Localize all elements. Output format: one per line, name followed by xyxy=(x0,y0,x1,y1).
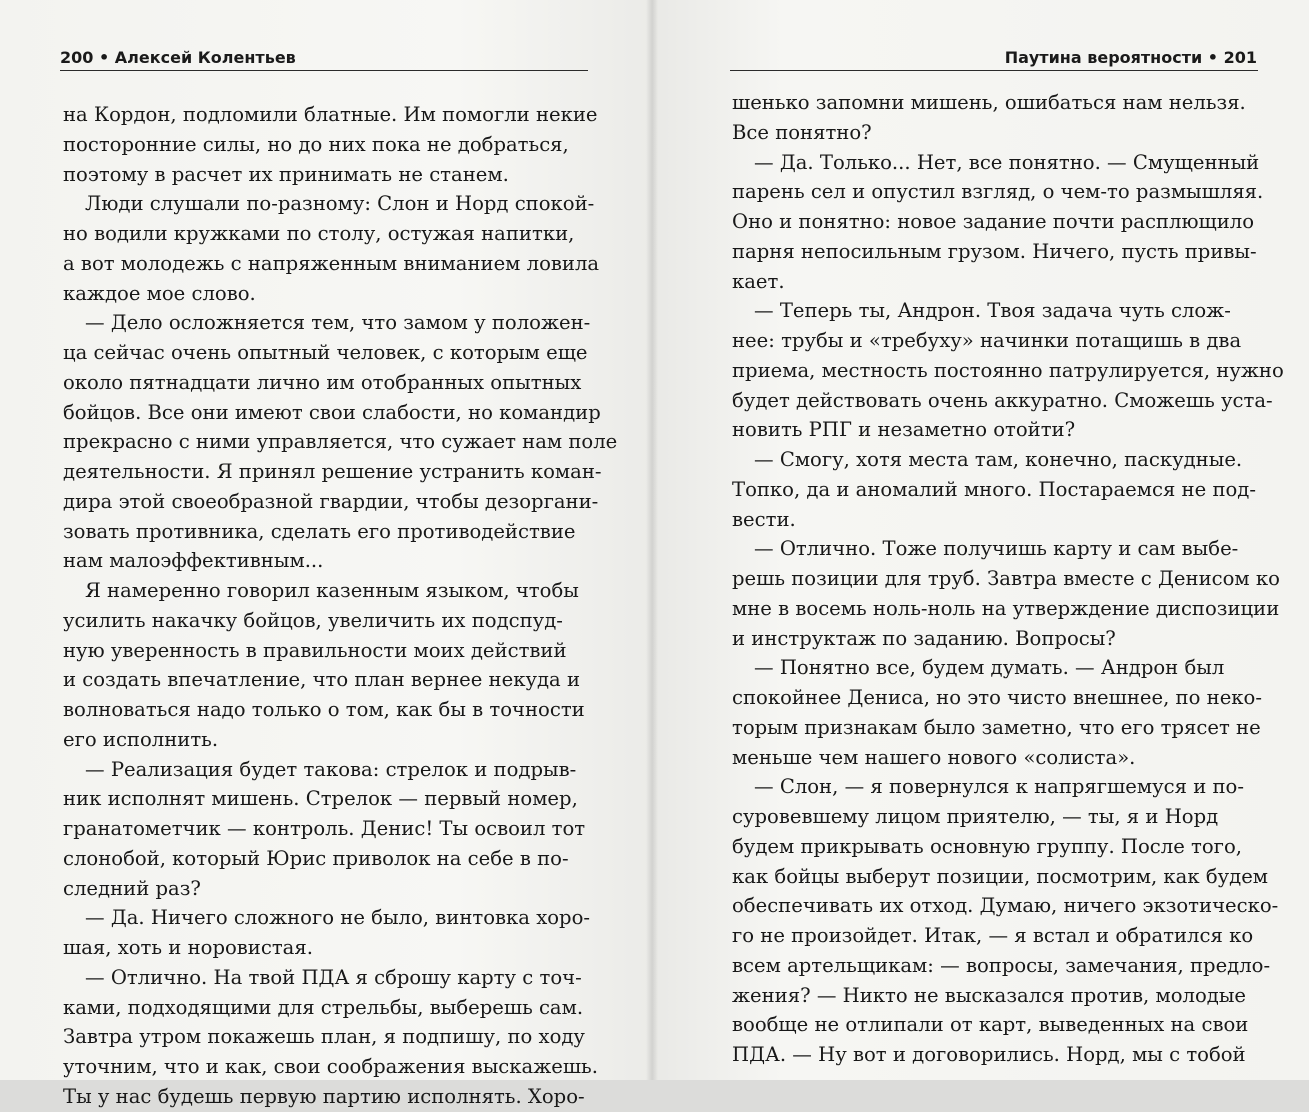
text-line: его исполнить. xyxy=(63,727,219,751)
text-line: посторонние силы, но до них пока не добраться, xyxy=(63,132,569,156)
text-line: уточним, что и как, свои соображения выскажешь. xyxy=(63,1055,598,1078)
text-line: Топко, да и аномалий много. Постараемся не под- xyxy=(732,477,1256,501)
text-line: мне в восемь ноль-ноль на утверждение диспозиции xyxy=(732,596,1280,620)
text-line: — Дело осложняется тем, что замом у положен- xyxy=(85,311,591,335)
right-running-head xyxy=(1005,48,1257,67)
text-line: ца сейчас очень опытный человек, с которым еще xyxy=(63,341,588,364)
text-line: но водили кружками по столу, остужая напитки, xyxy=(63,222,575,245)
text-line: — Да. Ничего сложного не было, винтовка хоро- xyxy=(85,906,591,930)
text-line: Люди слушали по-разному: Слон и Норд спокой- xyxy=(85,192,595,216)
text-line: вести. xyxy=(732,507,796,531)
left-page xyxy=(0,0,652,1108)
text-line: — Смогу, хотя места там, конечно, паскудные. xyxy=(754,448,1243,471)
text-line: каждое мое слово. xyxy=(63,281,256,305)
text-line: Ты у нас будешь первую партию исполнять. Хоро- xyxy=(63,1084,585,1108)
text-line: кает. xyxy=(732,269,785,293)
text-line: а вот молодежь с напряженным вниманием ловила xyxy=(63,251,600,275)
text-line: вообще не отлипали от карт, выведенных на свои xyxy=(732,1013,1249,1037)
text-line: и инструктаж по заданию. Вопросы? xyxy=(732,626,1116,650)
text-line: усилить накачку бойцов, увеличить их подспуд- xyxy=(63,608,563,632)
left-author-name: Алексей Колентьев xyxy=(114,48,296,67)
text-line: ную уверенность в правильности моих действий xyxy=(63,638,567,662)
text-line: нам малоэффективным... xyxy=(63,549,324,573)
text-line: ПДА. — Ну вот и договорились. Норд, мы с тобой xyxy=(732,1043,1246,1066)
text-line: слонобой, который Юрис приволок на себе в по- xyxy=(63,846,569,870)
text-line: — Отлично. На твой ПДА я сброшу карту с точ- xyxy=(85,965,582,989)
right-book-title: Паутина вероятности xyxy=(1004,48,1203,67)
text-line: парня непосильным грузом. Ничего, пусть привы- xyxy=(732,239,1257,263)
text-line: будем прикрывать основную группу. После того, xyxy=(732,834,1242,858)
left-header-rule xyxy=(60,70,588,71)
text-line: — Отлично. Тоже получишь карту и сам выбе- xyxy=(754,537,1239,561)
left-body-text xyxy=(63,100,618,1112)
text-line: ками, подходящими для стрельбы, выберешь сам. xyxy=(63,995,584,1019)
right-header-rule xyxy=(730,70,1258,71)
left-running-head xyxy=(60,48,296,67)
book-gutter-shadow xyxy=(646,0,658,1080)
text-line: бойцов. Все они имеют свои слабости, но командир xyxy=(63,400,601,424)
text-line: дира этой своеобразной гвардии, чтобы дезоргани- xyxy=(63,489,599,513)
text-line: го не произойдет. Итак, — я встал и обратился ко xyxy=(732,924,1254,947)
text-line: меньше чем нашего нового «солиста». xyxy=(732,745,1136,769)
text-line: деятельности. Я принял решение устранить коман- xyxy=(63,460,602,483)
text-line: — Слон, — я повернулся к напрягшемуся и по- xyxy=(754,775,1244,799)
text-line: приема, местность постоянно патрулируется, нужно xyxy=(732,358,1284,382)
text-line: поэтому в расчет их принимать не станем. xyxy=(63,162,509,186)
text-line: Все понятно? xyxy=(732,120,872,144)
left-page-number: 200 xyxy=(60,48,94,67)
text-line: шая, хоть и норовистая. xyxy=(63,936,313,959)
text-line: суровевшему лицом приятелю, — ты, я и Норд xyxy=(732,805,1219,828)
text-line: торым признакам было заметно, что его трясет не xyxy=(732,715,1261,739)
text-line: на Кордон, подломили блатные. Им помогли некие xyxy=(63,103,598,126)
text-line: шенько запомни мишень, ошибаться нам нельзя. xyxy=(732,91,1246,114)
right-body-text xyxy=(732,88,1284,1070)
text-line: следний раз? xyxy=(63,876,201,900)
text-line: гранатометчик — контроль. Денис! Ты освоил тот xyxy=(63,817,586,840)
text-line: решь позиции для труб. Завтра вместе с Денисом ко xyxy=(732,567,1280,590)
text-line: ник исполнят мишень. Стрелок — первый номер, xyxy=(63,787,578,811)
text-line: — Понятно все, будем думать. — Андрон был xyxy=(754,656,1225,680)
text-line: — Реализация будет такова: стрелок и подрыв- xyxy=(85,757,577,781)
right-head-separator: • xyxy=(1207,48,1219,67)
text-line: зовать противника, сделать его противодействие xyxy=(63,519,576,543)
text-line: жения? — Никто не высказался против, молодые xyxy=(732,983,1247,1007)
text-line: парень сел и опустил взгляд, о чем-то размышляя. xyxy=(732,180,1264,204)
text-line: как бойцы выберут позиции, посмотрим, как будем xyxy=(732,864,1269,888)
text-line: — Да. Только... Нет, все понятно. — Смущенный xyxy=(754,150,1260,174)
text-line: новить РПГ и незаметно отойти? xyxy=(732,418,1076,442)
text-line: обеспечивать их отход. Думаю, ничего экзотическо- xyxy=(732,894,1279,918)
text-line: нее: трубы и «требуху» начинки потащишь в два xyxy=(732,329,1242,352)
text-line: Завтра утром покажешь план, я подпишу, по ходу xyxy=(63,1025,585,1049)
text-line: Оно и понятно: новое задание почти расплющило xyxy=(732,210,1255,233)
text-line: спокойнее Дениса, но это чисто внешнее, по неко- xyxy=(732,686,1262,709)
text-line: волноваться надо только о том, как бы в точности xyxy=(63,698,585,721)
text-line: прекрасно с ними управляется, что сужает нам поле xyxy=(63,430,618,454)
text-line: — Теперь ты, Андрон. Твоя задача чуть слож- xyxy=(754,299,1231,323)
left-head-separator: • xyxy=(98,48,110,67)
right-page-number: 201 xyxy=(1223,48,1257,67)
text-line: около пятнадцати лично им отобранных опытных xyxy=(63,370,582,394)
right-page xyxy=(652,0,1309,1080)
text-line: и создать впечатление, что план вернее некуда и xyxy=(63,668,581,692)
text-line: всем артельщикам: — вопросы, замечания, предло- xyxy=(732,953,1271,977)
text-line: Я намеренно говорил казенным языком, чтобы xyxy=(85,579,579,602)
text-line: будет действовать очень аккуратно. Сможешь уста- xyxy=(732,388,1273,412)
